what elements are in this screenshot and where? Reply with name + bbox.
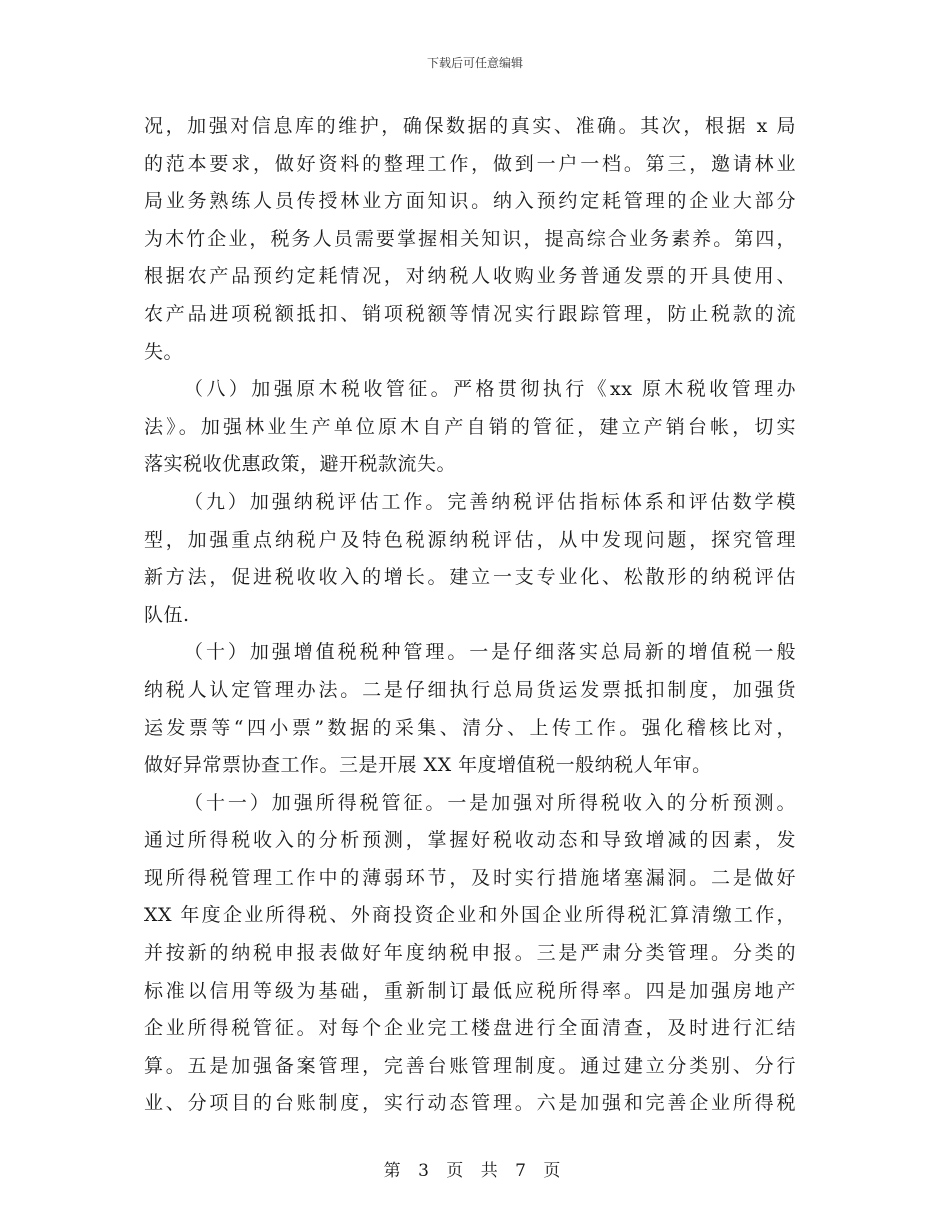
text-line: （九）加强纳税评估工作。完善纳税评估指标体系和评估数学模 xyxy=(184,490,796,513)
text-line: 局业务熟练人员传授林业方面知识。纳入预约定耗管理的企业大部分 xyxy=(144,190,796,213)
text-line: 根据农产品预约定耗情况，对纳税人收购业务普通发票的开具使用、 xyxy=(144,265,796,288)
text-line: 通过所得税收入的分析预测，掌握好税收动态和导致增减的因素，发 xyxy=(144,829,796,852)
page-header: 下载后可任意编辑 xyxy=(426,56,523,70)
text-line: 农产品进项税额抵扣、销项税额等情况实行跟踪管理，防止税款的流 xyxy=(144,302,796,325)
text-line: 失。 xyxy=(144,340,184,363)
text-line: 并按新的纳税申报表做好年度纳税申报。三是严肃分类管理。分类的 xyxy=(144,942,796,965)
text-line: 做好异常票协查工作。三是开展 XX 年度增值税一般纳税人年审。 xyxy=(144,754,712,777)
text-line: 队伍. xyxy=(144,603,190,626)
text-line: 为木竹企业，税务人员需要掌握相关知识，提高综合业务素养。第四， xyxy=(144,227,796,250)
text-line: 型，加强重点纳税户及特色税源纳税评估，从中发现问题，探究管理 xyxy=(144,528,796,551)
text-line: 企业所得税管征。对每个企业完工楼盘进行全面清查，及时进行汇结 xyxy=(144,1017,796,1040)
text-line: 的范本要求，做好资料的整理工作，做到一户一档。第三，邀请林业 xyxy=(144,152,796,175)
text-line: 业、分项目的台账制度，实行动态管理。六是加强和完善企业所得税 xyxy=(144,1092,796,1115)
text-line: 落实税收优惠政策，避开税款流失。 xyxy=(144,453,457,476)
text-line: XX 年度企业所得税、外商投资企业和外国企业所得税汇算清缴工作， xyxy=(144,904,796,927)
text-line: 况，加强对信息库的维护，确保数据的真实、准确。其次，根据 x 局 xyxy=(144,115,796,137)
document-body xyxy=(144,108,796,1123)
page-footer: 第 3 页 共 7 页 xyxy=(383,1161,567,1181)
text-line: 纳税人认定管理办法。二是仔细执行总局货运发票抵扣制度，加强货 xyxy=(144,678,796,701)
text-line: 运发票等“四小票”数据的采集、清分、上传工作。强化稽核比对， xyxy=(144,716,796,739)
text-line: 标准以信用等级为基础，重新制订最低应税所得率。四是加强房地产 xyxy=(144,979,796,1002)
text-line: 法》。加强林业生产单位原木自产自销的管征，建立产销台帐，切实 xyxy=(144,415,796,438)
text-line: （八）加强原木税收管征。严格贯彻执行《xx 原木税收管理办 xyxy=(184,378,796,401)
text-line: 新方法，促进税收收入的增长。建立一支专业化、松散形的纳税评估 xyxy=(144,566,796,589)
text-line: 算。五是加强备案管理，完善台账管理制度。通过建立分类别、分行 xyxy=(144,1054,796,1077)
text-line: 现所得税管理工作中的薄弱环节，及时实行措施堵塞漏洞。二是做好 xyxy=(144,866,796,889)
text-line: （十）加强增值税税种管理。一是仔细落实总局新的增值税一般 xyxy=(184,641,796,664)
text-line: （十一）加强所得税管征。一是加强对所得税收入的分析预测。 xyxy=(184,791,796,814)
